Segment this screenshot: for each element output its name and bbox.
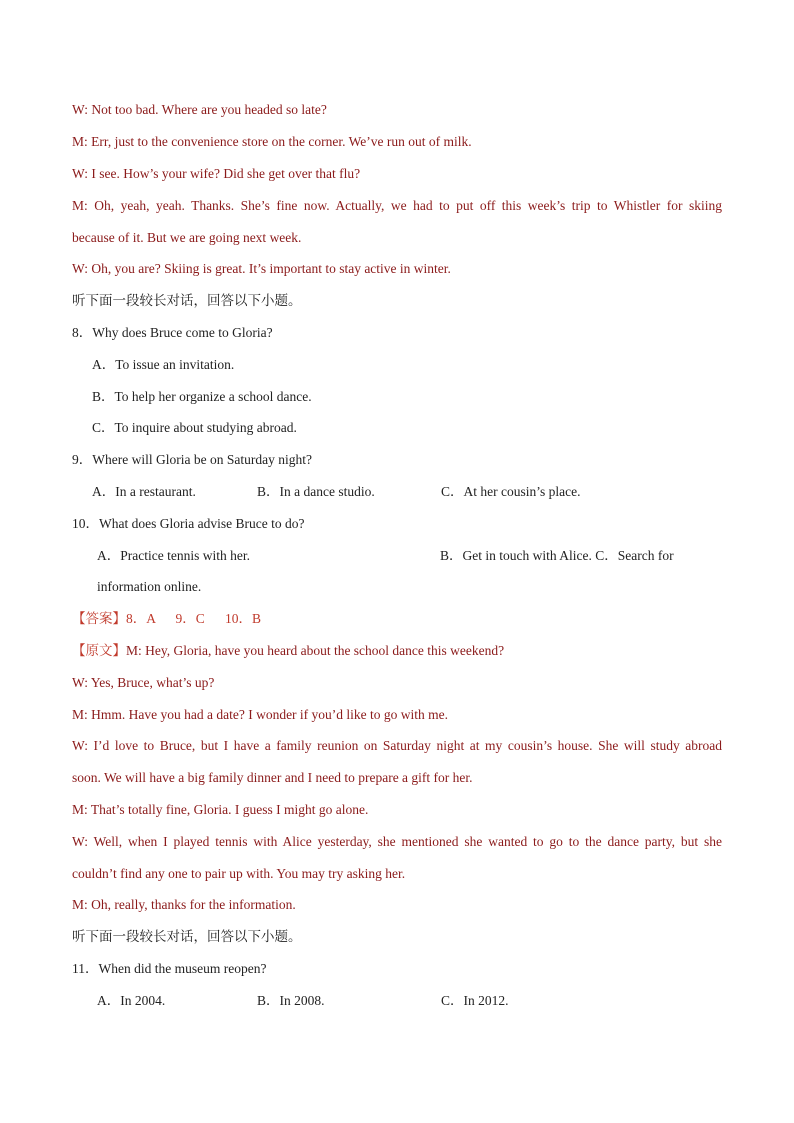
- question-11-stem: 11．When did the museum reopen?: [72, 961, 267, 976]
- dialogue-line: W: Oh, you are? Skiing is great. It’s important to stay active in winter.: [72, 261, 451, 276]
- question-8-stem: 8．Why does Bruce come to Gloria?: [72, 325, 273, 340]
- transcript-line: M: Oh, really, thanks for the information.: [72, 897, 296, 912]
- question-10-option-c-continued: information online.: [97, 579, 202, 594]
- dialogue-line: W: I see. How’s your wife? Did she get over that flu?: [72, 166, 361, 181]
- transcript-line: W: Well, when I played tennis with Alice yesterday, she mentioned she wanted to go to the dance party, but she: [72, 834, 722, 849]
- question-11-option-b: B．In 2008.: [257, 993, 325, 1008]
- question-8-option-a: A．To issue an invitation.: [92, 357, 235, 372]
- section-heading: 听下面一段较长对话，回答以下小题。: [72, 929, 302, 945]
- question-8-option-b: B．To help her organize a school dance.: [92, 389, 312, 404]
- question-11-option-c: C．In 2012.: [441, 993, 509, 1008]
- question-10-option-a: A．Practice tennis with her.: [97, 548, 250, 563]
- question-9-option-b: B．In a dance studio.: [257, 484, 375, 499]
- question-9-stem: 9．Where will Gloria be on Saturday night?: [72, 452, 312, 467]
- answer-line: [72, 609, 722, 629]
- question-9-option-c: C．At her cousin’s place.: [441, 484, 581, 499]
- question-10-option-bc: B．Get in touch with Alice. C．Search for: [440, 548, 674, 563]
- transcript-text: M: Hey, Gloria, have you heard about the school dance this weekend?: [126, 643, 505, 658]
- question-9-option-a: A．In a restaurant.: [92, 484, 196, 499]
- transcript-tag: 【原文】: [72, 643, 126, 659]
- answer-text: 8．A 9．C 10．B: [126, 611, 262, 626]
- answer-tag: 【答案】: [72, 611, 126, 627]
- transcript-line: M: Hmm. Have you had a date? I wonder if you’d like to go with me.: [72, 707, 449, 722]
- transcript-line: W: I’d love to Bruce, but I have a family reunion on Saturday night at my cousin’s house. She will study abroad: [72, 738, 722, 753]
- transcript-first-line: [72, 641, 722, 661]
- dialogue-line: because of it. But we are going next week.: [72, 230, 302, 245]
- transcript-line: soon. We will have a big family dinner and I need to prepare a gift for her.: [72, 770, 473, 785]
- transcript-line: M: That’s totally fine, Gloria. I guess I might go alone.: [72, 802, 369, 817]
- dialogue-line: M: Oh, yeah, yeah. Thanks. She’s fine now. Actually, we had to put off this week’s trip to Whistler for skiing: [72, 198, 722, 213]
- transcript-line: couldn’t find any one to pair up with. You may try asking her.: [72, 866, 406, 881]
- section-heading: 听下面一段较长对话，回答以下小题。: [72, 293, 302, 309]
- question-8-option-c: C．To inquire about studying abroad.: [92, 420, 297, 435]
- question-10-stem: 10．What does Gloria advise Bruce to do?: [72, 516, 305, 531]
- dialogue-line: M: Err, just to the convenience store on the corner. We’ve run out of milk.: [72, 134, 472, 149]
- transcript-line: W: Yes, Bruce, what’s up?: [72, 675, 215, 690]
- dialogue-line: W: Not too bad. Where are you headed so late?: [72, 102, 327, 117]
- question-11-option-a: A．In 2004.: [97, 993, 166, 1008]
